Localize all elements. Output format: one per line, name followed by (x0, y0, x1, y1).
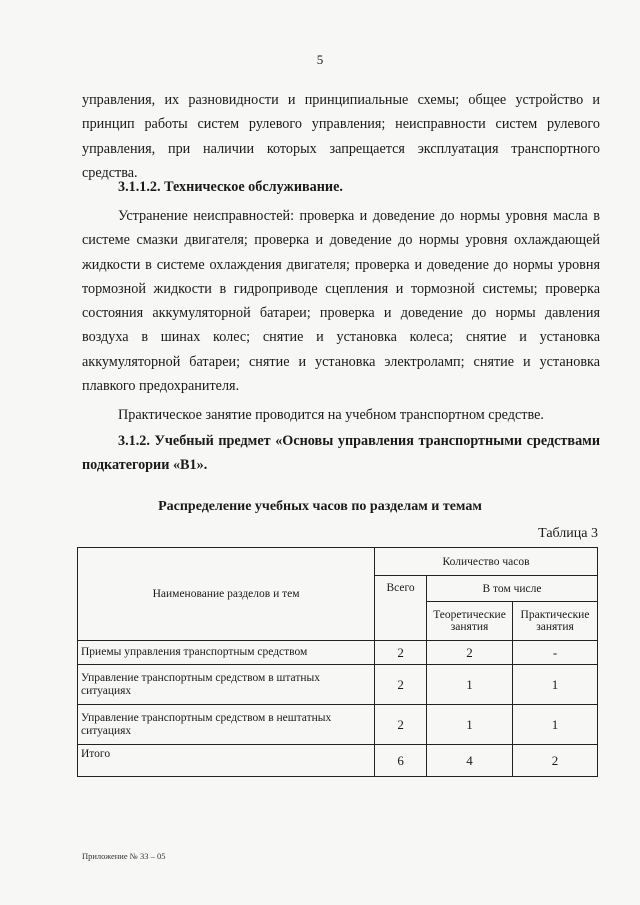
row-name: Итого (78, 745, 375, 777)
row-total: 2 (375, 641, 427, 665)
header-theory: Теоретические занятия (427, 602, 513, 641)
table-row (78, 665, 598, 705)
header-practice: Практические занятия (513, 602, 598, 641)
row-name: Приемы управления транспортным средством (78, 641, 375, 665)
row-total: 6 (375, 745, 427, 777)
row-name: Управление транспортным средством в нештатных ситуациях (78, 705, 375, 745)
section-heading: 3.1.2. Учебный предмет «Основы управления транспортными средствами подкатегории «В1». (82, 433, 600, 474)
header-hours: Количество часов (375, 548, 598, 576)
header-total: Всего (375, 576, 427, 641)
subheading-maintenance: 3.1.1.2. Техническое обслуживание. (118, 179, 343, 195)
row-practice: - (513, 641, 598, 665)
paragraph-practical: Практическое занятие проводится на учебном транспортном средстве. (118, 407, 544, 423)
header-including: В том числе (427, 576, 598, 602)
row-practice: 2 (513, 745, 598, 777)
row-practice: 1 (513, 665, 598, 705)
row-name: Управление транспортным средством в штатных ситуациях (78, 665, 375, 705)
page-number: 5 (316, 52, 324, 67)
row-theory: 1 (427, 665, 513, 705)
row-practice: 1 (513, 705, 598, 745)
paragraph-steering: управления, их разновидности и принципиальные схемы; общее устройство и принцип работы систем рулевого управления; неисправности систем рулевого управления, при наличии которых запрещается эксплуатация транспортного средства. (82, 92, 600, 181)
row-total: 2 (375, 665, 427, 705)
row-theory: 4 (427, 745, 513, 777)
table-row (78, 641, 598, 665)
paragraph-troubleshooting: Устранение неисправностей: проверка и доведение до нормы уровня масла в системе смазки двигателя; проверка и доведение до нормы уровня охлаждающей жидкости в системе охлаждения двигателя; проверка и доведение до нормы уровня тормозной жидкости в гидроприводе сцепления и тормозной системы; проверка состояния аккумуляторной батареи; проверка и доведение до нормы давления воздуха в шинах колес; снятие и установка колеса; снятие и установка аккумуляторной батареи; снятие и установка электроламп; снятие и установка плавкого предохранителя. (82, 208, 600, 395)
header-name: Наименование разделов и тем (78, 548, 375, 641)
footer-note: Приложение № 33 – 05 (82, 851, 166, 861)
row-theory: 2 (427, 641, 513, 665)
table-title: Распределение учебных часов по разделам и темам (158, 499, 482, 514)
table-label: Таблица 3 (538, 526, 598, 541)
table-row (78, 705, 598, 745)
row-theory: 1 (427, 705, 513, 745)
table-row-total (78, 745, 598, 777)
hours-table (77, 547, 598, 777)
row-total: 2 (375, 705, 427, 745)
